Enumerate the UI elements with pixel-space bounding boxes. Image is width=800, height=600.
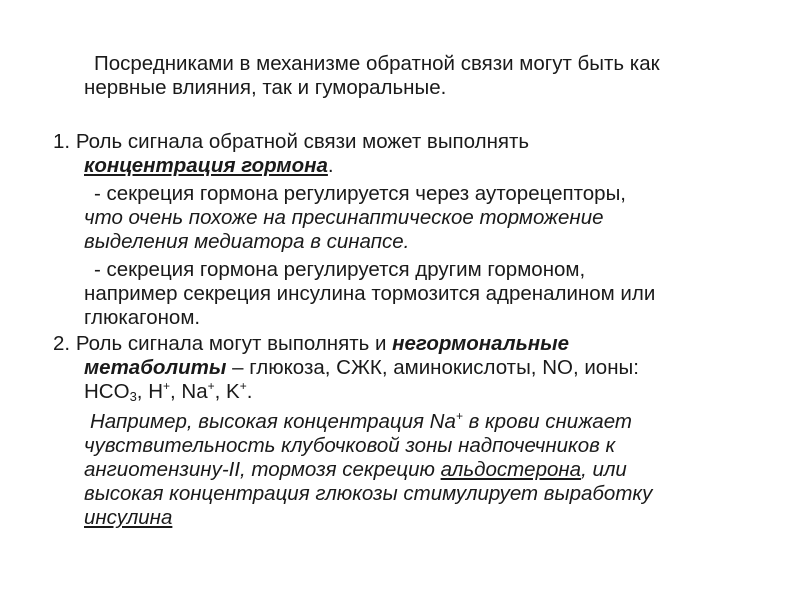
example-text-3b: , или (581, 458, 627, 481)
item2-emphasis-2: метаболиты (84, 356, 227, 379)
ion-na-charge: + (207, 379, 215, 393)
example-line-4: высокая концентрация глюкозы стимулирует выработку (84, 482, 653, 505)
item2-number: 2. (53, 332, 71, 355)
item2-line-1 (53, 332, 569, 356)
example-text-1b: в крови снижает (462, 410, 632, 433)
item2-text: Роль сигнала могут выполнять и (75, 332, 387, 355)
item1-text: Роль сигнала обратной связи может выполнять (75, 130, 530, 153)
example-na: Na (429, 410, 456, 433)
item1-sub2-line-3: глюкагоном. (84, 306, 201, 329)
item1-line-1 (53, 130, 529, 154)
item2-ions-line (84, 380, 252, 404)
insulin-term: инсулина (84, 506, 173, 529)
item1-sub1-line-1: - секреция гормона регулируется через ауторецепторы, (94, 182, 626, 205)
aldosterone-term: альдостерона (440, 458, 582, 481)
item2-line-2 (84, 356, 639, 380)
intro-line-1: Посредниками в механизме обратной связи могут быть как (94, 52, 660, 75)
ion-hco: HCO (84, 380, 130, 403)
ion-end: . (246, 380, 253, 403)
example-text-1a: Например, высокая концентрация (90, 410, 430, 433)
item1-line-2 (84, 154, 334, 178)
item2-line-2-rest: – глюкоза, СЖК, аминокислоты, NO, ионы: (226, 356, 639, 379)
item2-emphasis-1: негормональные (392, 332, 570, 355)
ion-hco-subscript: 3 (129, 389, 137, 404)
example-na-charge: + (455, 409, 463, 423)
item1-sub1-line-3: выделения медиатора в синапсе. (84, 230, 410, 253)
example-line-2: чувствительность клубочковой зоны надпочечников к (84, 434, 616, 457)
ion-h: , H (136, 380, 163, 403)
item1-sub1-line-2: что очень похоже на пресинаптическое торможение (84, 206, 604, 229)
ion-na: , Na (170, 380, 208, 403)
intro-line-2: нервные влияния, так и гуморальные. (84, 76, 447, 99)
example-line-3 (84, 458, 627, 482)
example-line-1 (90, 410, 632, 434)
example-text-3a: ангиотензину-II, тормозя секрецию (84, 458, 441, 481)
ion-h-charge: + (163, 379, 171, 393)
item1-number: 1. (53, 130, 71, 153)
item1-emphasis-tail: . (327, 154, 334, 177)
item1-emphasis: концентрация гормона (84, 154, 328, 177)
item1-sub2-line-1: - секреция гормона регулируется другим гормоном, (94, 258, 586, 281)
ion-k: , K (214, 380, 240, 403)
ion-k-charge: + (239, 379, 247, 393)
example-line-5 (84, 506, 172, 530)
item1-sub2-line-2: например секреция инсулина тормозится адреналином или (84, 282, 656, 305)
